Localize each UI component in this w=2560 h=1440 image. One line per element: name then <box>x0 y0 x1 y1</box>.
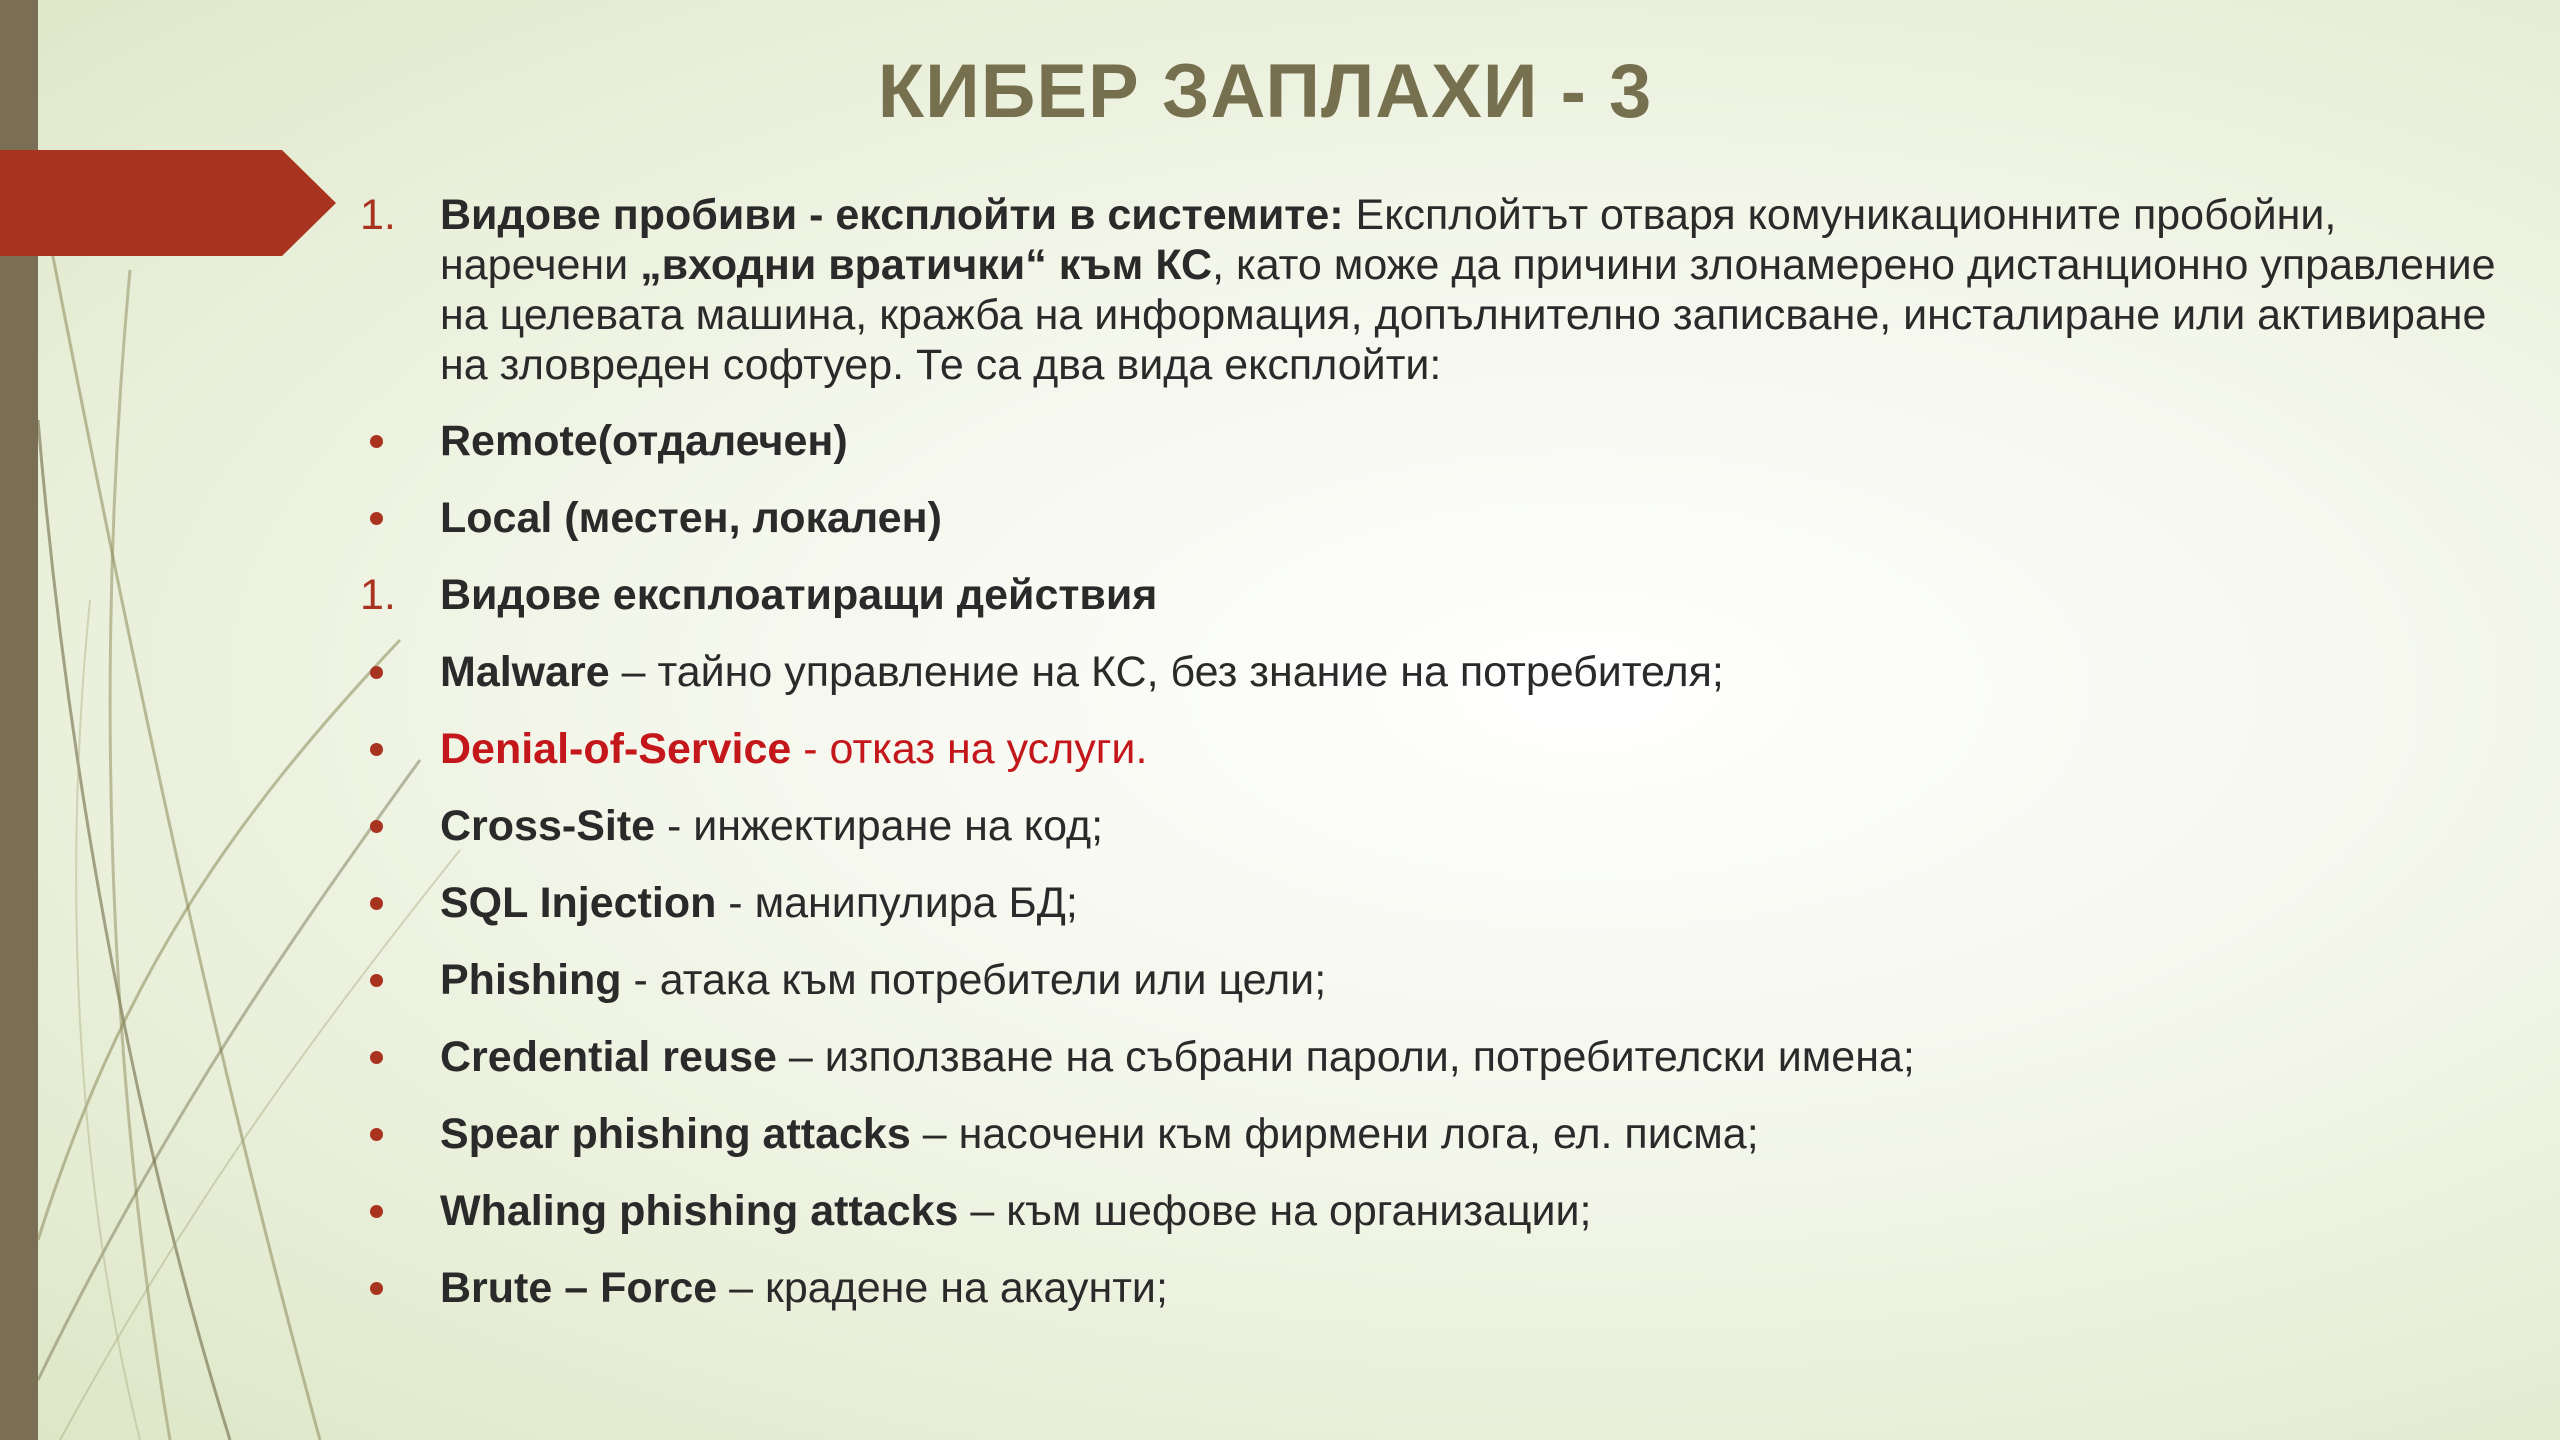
intro-paragraph <box>360 190 2500 390</box>
list-item-local <box>360 493 2500 543</box>
list-item-sql-injection <box>360 878 2500 928</box>
list-item-whaling <box>360 1186 2500 1236</box>
intro-heading: Видове пробиви - експлойти в системите: <box>440 191 1344 239</box>
bullet-icon <box>370 666 383 679</box>
bullet-icon <box>370 743 383 756</box>
list-item-remote <box>360 416 2500 466</box>
list-item-credential-reuse <box>360 1032 2500 1082</box>
action-term: Credential reuse <box>440 1033 777 1081</box>
exploit-type-label: Local (местен, локален) <box>440 494 942 542</box>
action-desc: – тайно управление на КС, без знание на потребителя; <box>609 648 1724 696</box>
action-desc: – използване на събрани пароли, потребителски имена; <box>776 1033 1915 1081</box>
list-item-spear-phishing <box>360 1109 2500 1159</box>
action-term: Spear phishing attacks <box>440 1110 911 1158</box>
bullet-icon <box>370 512 383 525</box>
intro-text-1: Експлойтът отваря комуникационните пробойни, наречени <box>440 191 2337 289</box>
section2-heading: Видове експлоатиращи действия <box>440 571 1158 619</box>
list-item-brute-force <box>360 1263 2500 1313</box>
action-desc: – крадене на акаунти; <box>717 1264 1168 1312</box>
action-term: Whaling phishing attacks <box>440 1187 959 1235</box>
list-number: 1. <box>360 191 396 239</box>
action-term: Malware <box>440 648 610 696</box>
bullet-icon <box>370 897 383 910</box>
intro-text-2: , като може да причини злонамерено дистанционно управление на целевата машина, кражба на информация, допълнително записване, инсталиране или активиране на зловреден софтуер. Те са два вида експлойти: <box>440 241 2496 389</box>
action-desc: - отказ на услуги. <box>791 725 1148 773</box>
bullet-icon <box>370 1205 383 1218</box>
action-desc: - инжектиране на код; <box>655 802 1104 850</box>
bullet-icon <box>370 974 383 987</box>
action-term: Cross-Site <box>440 802 656 850</box>
list-item-phishing <box>360 955 2500 1005</box>
action-term: Phishing <box>440 956 622 1004</box>
bullet-icon <box>370 1051 383 1064</box>
slide-content <box>360 190 2500 1340</box>
bullet-icon <box>370 820 383 833</box>
list-item-cross-site <box>360 801 2500 851</box>
action-desc: – насочени към фирмени лога, ел. писма; <box>910 1110 1759 1158</box>
action-desc: - атака към потребители или цели; <box>621 956 1327 1004</box>
action-term: SQL Injection <box>440 879 717 927</box>
bullet-icon <box>370 1282 383 1295</box>
bullet-icon <box>370 1128 383 1141</box>
action-term: Denial-of-Service <box>440 725 792 773</box>
list-item-malware <box>360 647 2500 697</box>
bullet-icon <box>370 435 383 448</box>
action-term: Brute – Force <box>440 1264 718 1312</box>
exploit-type-label: Remote(отдалечен) <box>440 417 848 465</box>
action-desc: - манипулира БД; <box>716 879 1078 927</box>
slide-title: КИБЕР ЗАПЛАХИ - 3 <box>877 49 1653 134</box>
list-number: 1. <box>360 571 396 619</box>
section2-heading-row <box>360 570 2500 620</box>
action-desc: – към шефове на организации; <box>958 1187 1592 1235</box>
intro-emphasis: „входни вратички“ към КС <box>640 241 1213 289</box>
list-item-dos <box>360 724 2500 774</box>
